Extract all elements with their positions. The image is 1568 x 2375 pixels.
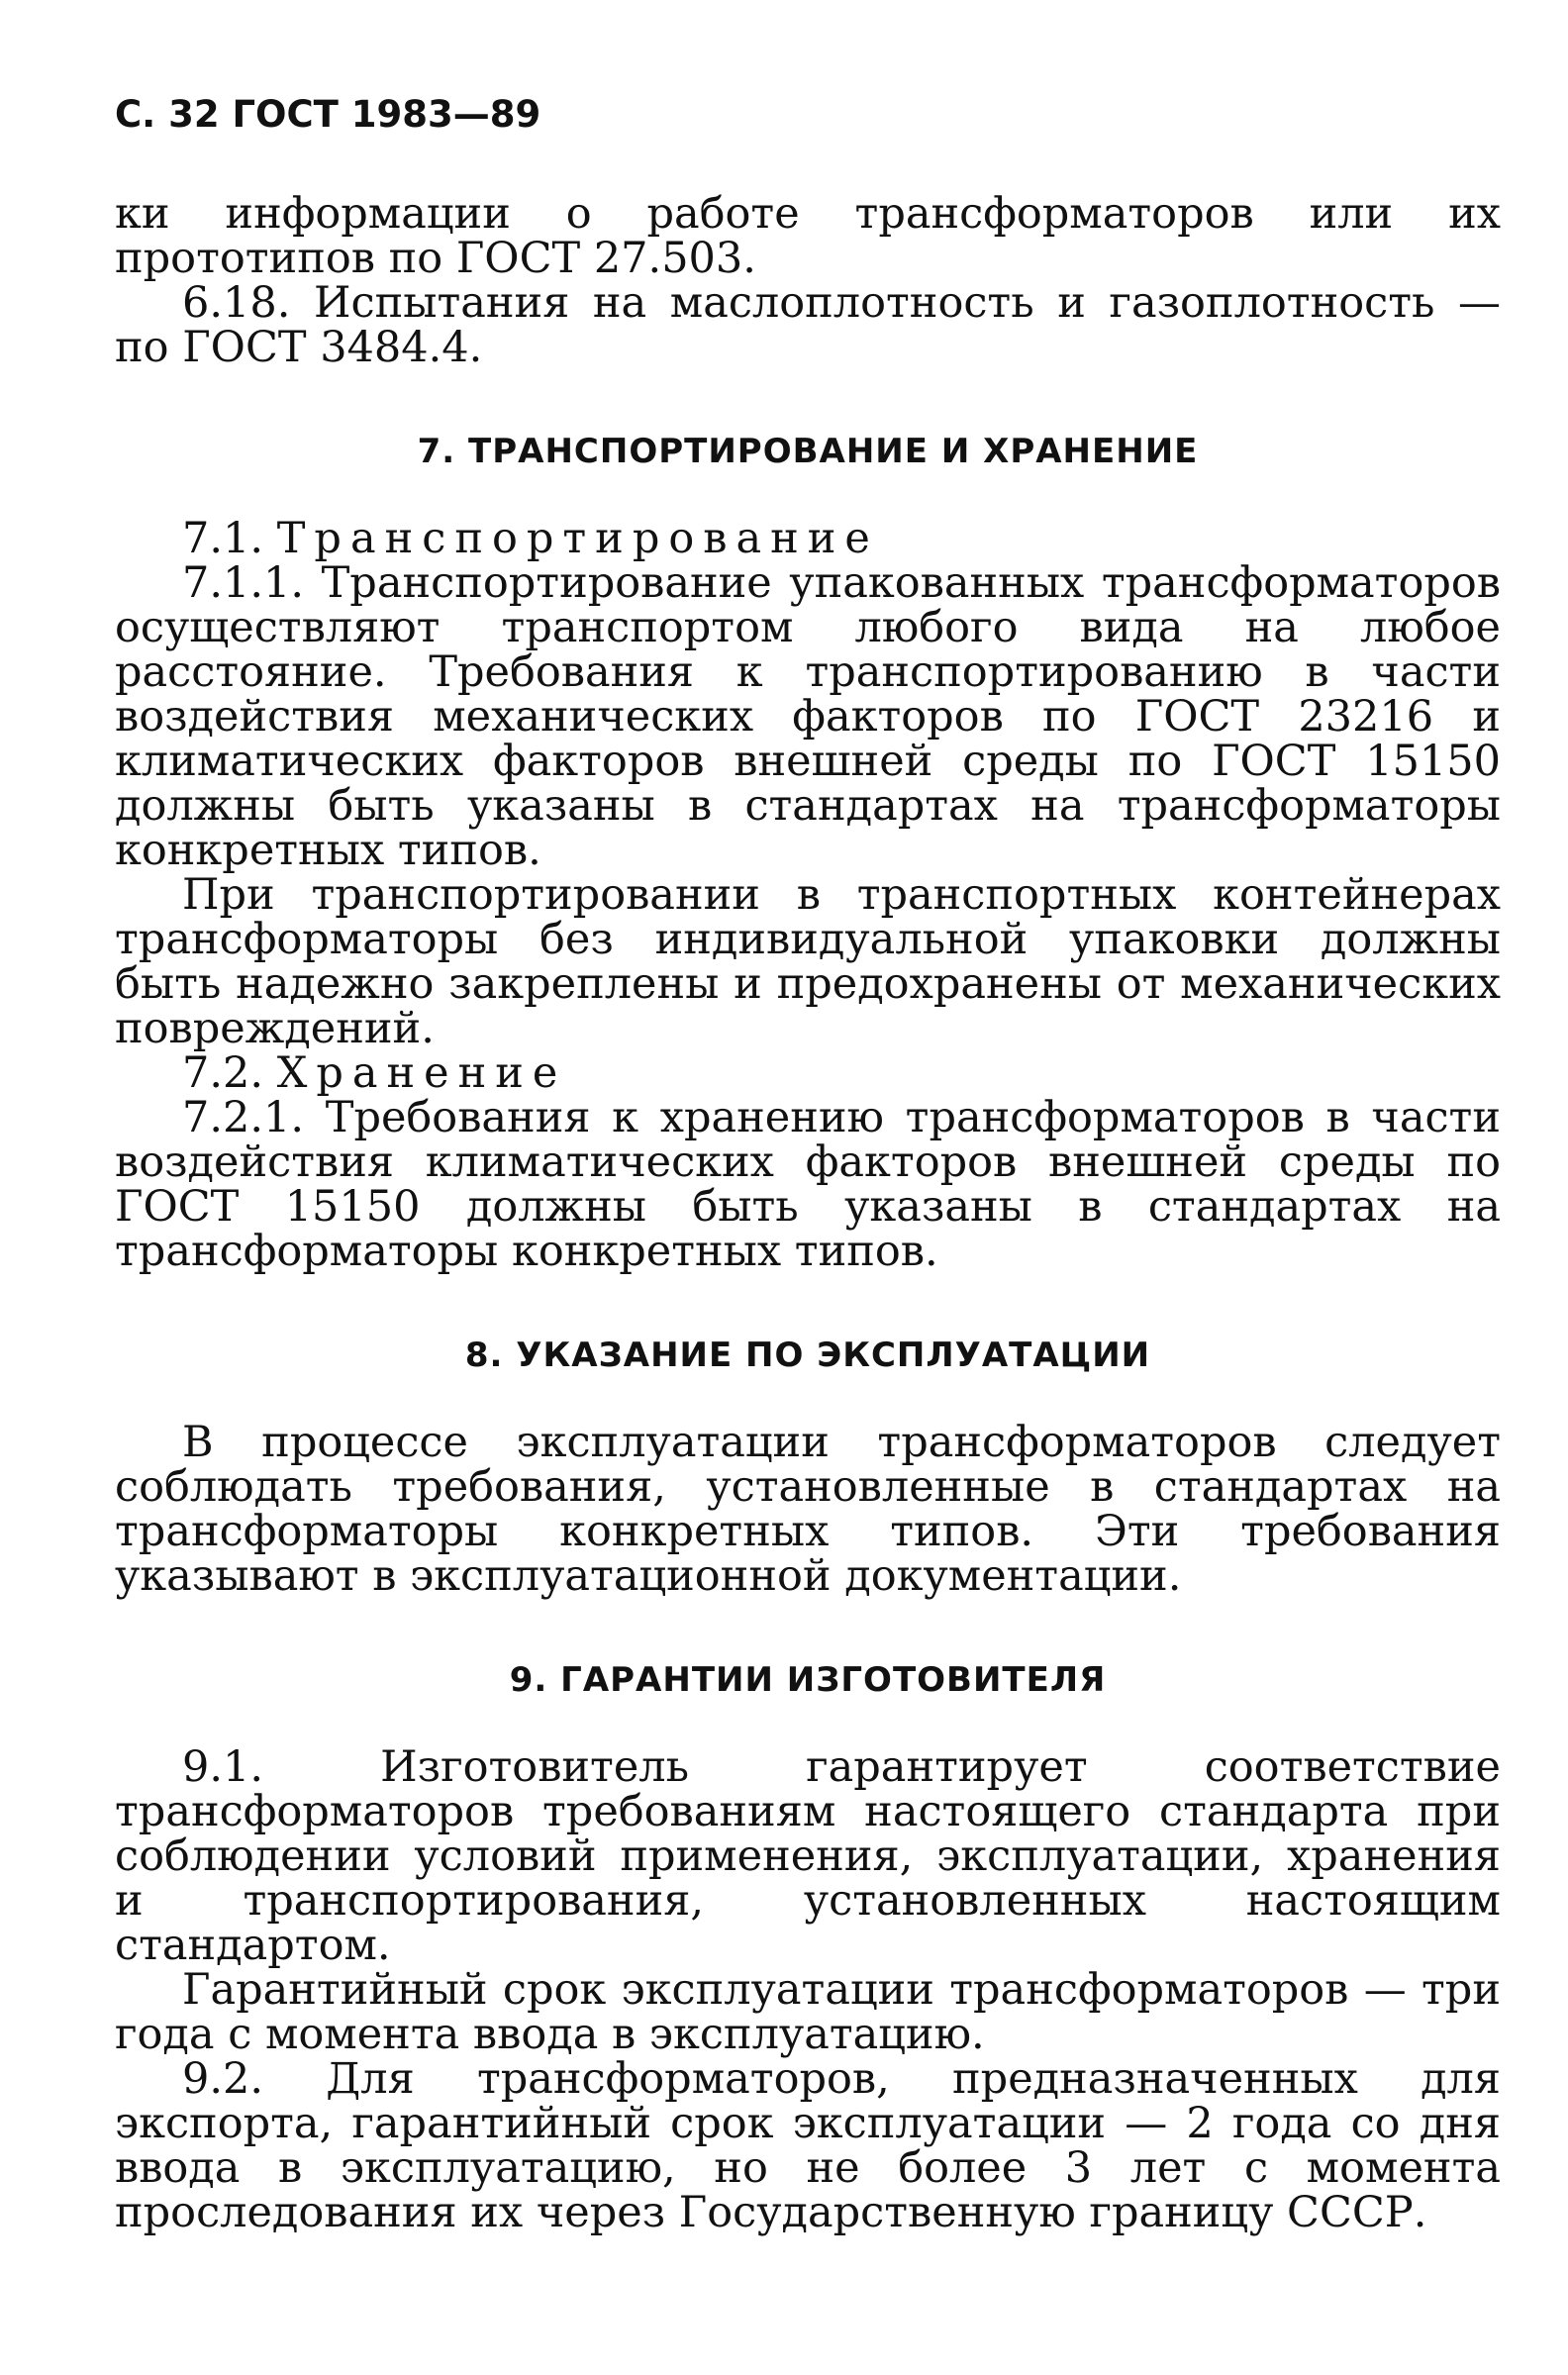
subsection-7-1-heading	[115, 514, 1501, 563]
paragraph-9-2: 9.2. Для трансформаторов, предназначенных для экспорта, гарантийный срок эксплуатации — 2 года со дня ввода в эксплуатацию, но не более 3 лет с момента проследования их через Государственную границу СССР.	[115, 2054, 1501, 2237]
paragraph-7-1-1-b: При транспортировании в транспортных контейнерах трансформаторы без индивидуальной упаковки должны быть надежно закреплены и предохранены от механических повреждений.	[115, 870, 1501, 1053]
paragraph-9-1: 9.1. Изготовитель гарантирует соответствие трансформаторов требованиям настоящего стандарта при соблюдении условий применения, эксплуатации, хранения и транспортирования, установленных настоящим стандартом.	[115, 1742, 1501, 1970]
paragraph-continuation: ки информации о работе трансформаторов или их прототипов по ГОСТ 27.503.	[115, 189, 1501, 283]
document-page	[115, 95, 1501, 2235]
subsection-7-2-number: 7.2.	[182, 1048, 264, 1098]
section-8-heading: 8. УКАЗАНИЕ ПО ЭКСПЛУАТАЦИИ	[464, 1336, 1151, 1375]
paragraph-9-1-b: Гарантийный срок эксплуатации трансформаторов — три года с момента ввода в эксплуатацию.	[115, 1965, 1501, 2059]
paragraph-6-18: 6.18. Испытания на маслоплотность и газоплотность — по ГОСТ 3484.4.	[115, 278, 1501, 372]
section-7-heading: 7. ТРАНСПОРТИРОВАНИЕ И ХРАНЕНИЕ	[417, 432, 1199, 471]
subsection-7-1-number: 7.1.	[182, 514, 264, 563]
section-9-heading: 9. ГАРАНТИИ ИЗГОТОВИТЕЛЯ	[509, 1660, 1107, 1700]
subsection-7-2-title: Хранение	[276, 1048, 567, 1098]
subsection-7-1-title: Транспортирование	[276, 514, 879, 563]
page-header: С. 32 ГОСТ 1983—89	[115, 93, 541, 136]
paragraph-7-1-1: 7.1.1. Транспортирование упакованных трансформаторов осуществляют транспортом любого вида на любое расстояние. Требования к транспортированию в части воздействия механических факторов по ГОСТ 23216 и климатических факторов внешней среды по ГОСТ 15150 должны быть указаны в стандартах на трансформаторы конкретных типов.	[115, 558, 1501, 875]
paragraph-8: В процессе эксплуатации трансформаторов следует соблюдать требования, установленные в стандартах на трансформаторы конкретных типов. Эти требования указывают в эксплуатационной документации.	[115, 1418, 1501, 1601]
subsection-7-2-heading	[115, 1048, 1501, 1098]
paragraph-7-2-1: 7.2.1. Требования к хранению трансформаторов в части воздействия климатических факторов внешней среды по ГОСТ 15150 должны быть указаны в стандартах на трансформаторы конкретных типов.	[115, 1093, 1501, 1276]
